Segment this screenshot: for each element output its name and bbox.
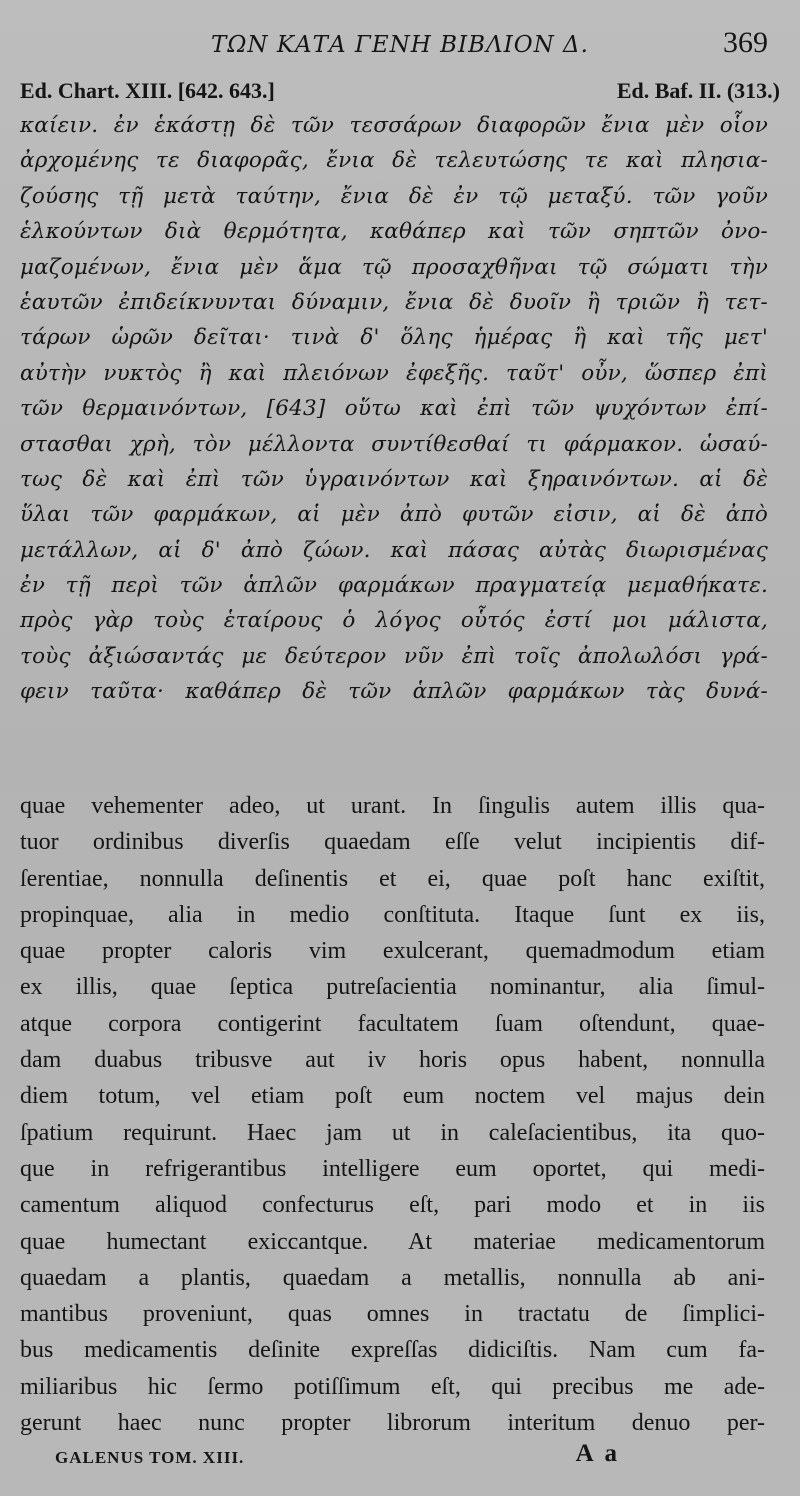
greek-text-line: αὐτὴν νυκτὸς ἢ καὶ πλειόνων ἐφεξῆς. ταῦτ' οὖν, ὥσπερ ἐπὶ — [20, 360, 768, 386]
volume-signature: GALENUS TOM. XIII. — [55, 1448, 245, 1467]
greek-text-line: τως δὲ καὶ ἐπὶ τῶν ὑγραινόντων καὶ ξηραινόντων. αἱ δὲ — [20, 466, 768, 492]
page-number: 369 — [723, 26, 768, 59]
latin-text-line: diem totum, vel etiam poſt eum noctem vel majus dein — [20, 1083, 765, 1110]
running-title: ΤΩΝ ΚΑΤΑ ΓΕΝΗ ΒΙΒΛΙΟΝ Δ. — [211, 32, 589, 58]
greek-text-line: πρὸς γὰρ τοὺς ἑταίρους ὁ λόγος οὗτός ἐστί μοι μάλιστα, — [20, 608, 768, 634]
latin-text-line: quae propter caloris vim exulcerant, quemadmodum etiam — [20, 938, 765, 965]
latin-text-line: quae vehementer adeo, ut urant. In ſingulis autem illis qua- — [20, 793, 765, 819]
latin-text-line: quaedam a plantis, quaedam a metallis, nonnulla ab ani- — [20, 1264, 765, 1291]
latin-text-line: ex illis, quae ſeptica putreſacientia nominantur, alia ſimul- — [20, 974, 765, 1001]
latin-text-line: atque corpora contigerint facultatem ſuam oſtendunt, quae- — [20, 1010, 765, 1037]
greek-text-block — [20, 108, 768, 710]
page-footer — [55, 1440, 650, 1476]
latin-text-line: propinquae, alia in medio conſtituta. Itaque ſunt ex iis, — [20, 901, 765, 928]
greek-text-line: τοὺς ἀξιώσαντάς με δεύτερον νῦν ἐπὶ τοῖς ἀπολωλόσι γρά- — [20, 643, 768, 669]
edition-basel-reference: Ed. Baf. II. (313.) — [616, 78, 780, 103]
latin-text-line: ſpatium requirunt. Haec jam ut in caleſacientibus, ita quo- — [20, 1119, 765, 1146]
greek-text-line: καίειν. ἐν ἑκάστῃ δὲ τῶν τεσσάρων διαφορῶν ἔνια μὲν οἷον — [20, 113, 768, 138]
edition-chart-reference: Ed. Chart. XIII. [642. 643.] — [20, 78, 275, 103]
running-head — [0, 28, 800, 68]
greek-text-line: ἀρχομένης τε διαφορᾶς, ἔνια δὲ τελευτώσης τε καὶ πλησια- — [20, 148, 768, 174]
greek-text-line: τάρων ὡρῶν δεῖται· τινὰ δ' ὅλης ἡμέρας ἢ καὶ τῆς μετ' — [20, 325, 768, 351]
greek-text-line: τῶν θερμαινόντων, [643] οὕτω καὶ ἐπὶ τῶν ψυχόντων ἐπί- — [20, 396, 768, 422]
latin-text-line: gerunt haec nunc propter librorum interitum denuo per- — [20, 1410, 765, 1437]
latin-text-line: dam duabus tribusve aut iv horis opus habent, nonnulla — [20, 1047, 765, 1074]
latin-text-line: ſerentiae, nonnulla deſinentis et ei, quae poſt hanc exiſtit, — [20, 865, 765, 892]
greek-text-line: στασθαι χρὴ, τὸν μέλλοντα συντίθεσθαί τι φάρμακον. ὡσαύ- — [20, 431, 768, 457]
greek-text-line: φειν ταῦτα· καθάπερ δὲ τῶν ἁπλῶν φαρμάκων τὰς δυνά- — [20, 679, 768, 705]
greek-text-line: μετάλλων, αἱ δ' ἀπὸ ζώων. καὶ πάσας αὐτὰς διωρισμένας — [20, 537, 768, 563]
gathering-mark: A a — [575, 1440, 620, 1467]
latin-text-line: miliaribus hic ſermo potiſſimum eſt, qui precibus me ade- — [20, 1373, 765, 1400]
latin-text-line: camentum aliquod confecturus eſt, pari modo et in iis — [20, 1192, 765, 1219]
greek-text-line: ζούσης τῇ μετὰ ταύτην, ἔνια δὲ ἐν τῷ μεταξύ. τῶν γοῦν — [20, 183, 768, 209]
greek-text-line: ἑλκούντων διὰ θερμότητα, καθάπερ καὶ τῶν σηπτῶν ὀνο- — [20, 219, 768, 245]
edition-reference-line — [20, 78, 780, 108]
greek-text-line: ὕλαι τῶν φαρμάκων, αἱ μὲν ἀπὸ φυτῶν εἰσιν, αἱ δὲ ἀπὸ — [20, 502, 768, 528]
latin-text-line: que in refrigerantibus intelligere eum oportet, qui medi- — [20, 1155, 765, 1182]
greek-text-line: ἑαυτῶν ἐπιδείκνυνται δύναμιν, ἔνια δὲ δυοῖν ἢ τριῶν ἢ τετ- — [20, 289, 768, 315]
latin-text-line: bus medicamentis deſinite expreſſas didiciſtis. Nam cum fa- — [20, 1337, 765, 1364]
latin-text-line: tuor ordinibus diverſis quaedam eſſe velut incipientis dif- — [20, 829, 765, 856]
greek-text-line: ἐν τῇ περὶ τῶν ἁπλῶν φαρμάκων πραγματείᾳ μεμαθήκατε. — [20, 573, 768, 599]
latin-text-block — [20, 788, 765, 1441]
greek-text-line: μαζομένων, ἔνια μὲν ἅμα τῷ προσαχθῆναι τῷ σώματι τὴν — [20, 254, 768, 280]
latin-text-line: quae humectant exiccantque. At materiae medicamentorum — [20, 1228, 765, 1255]
latin-text-line: mantibus proveniunt, quas omnes in tractatu de ſimplici- — [20, 1301, 765, 1328]
